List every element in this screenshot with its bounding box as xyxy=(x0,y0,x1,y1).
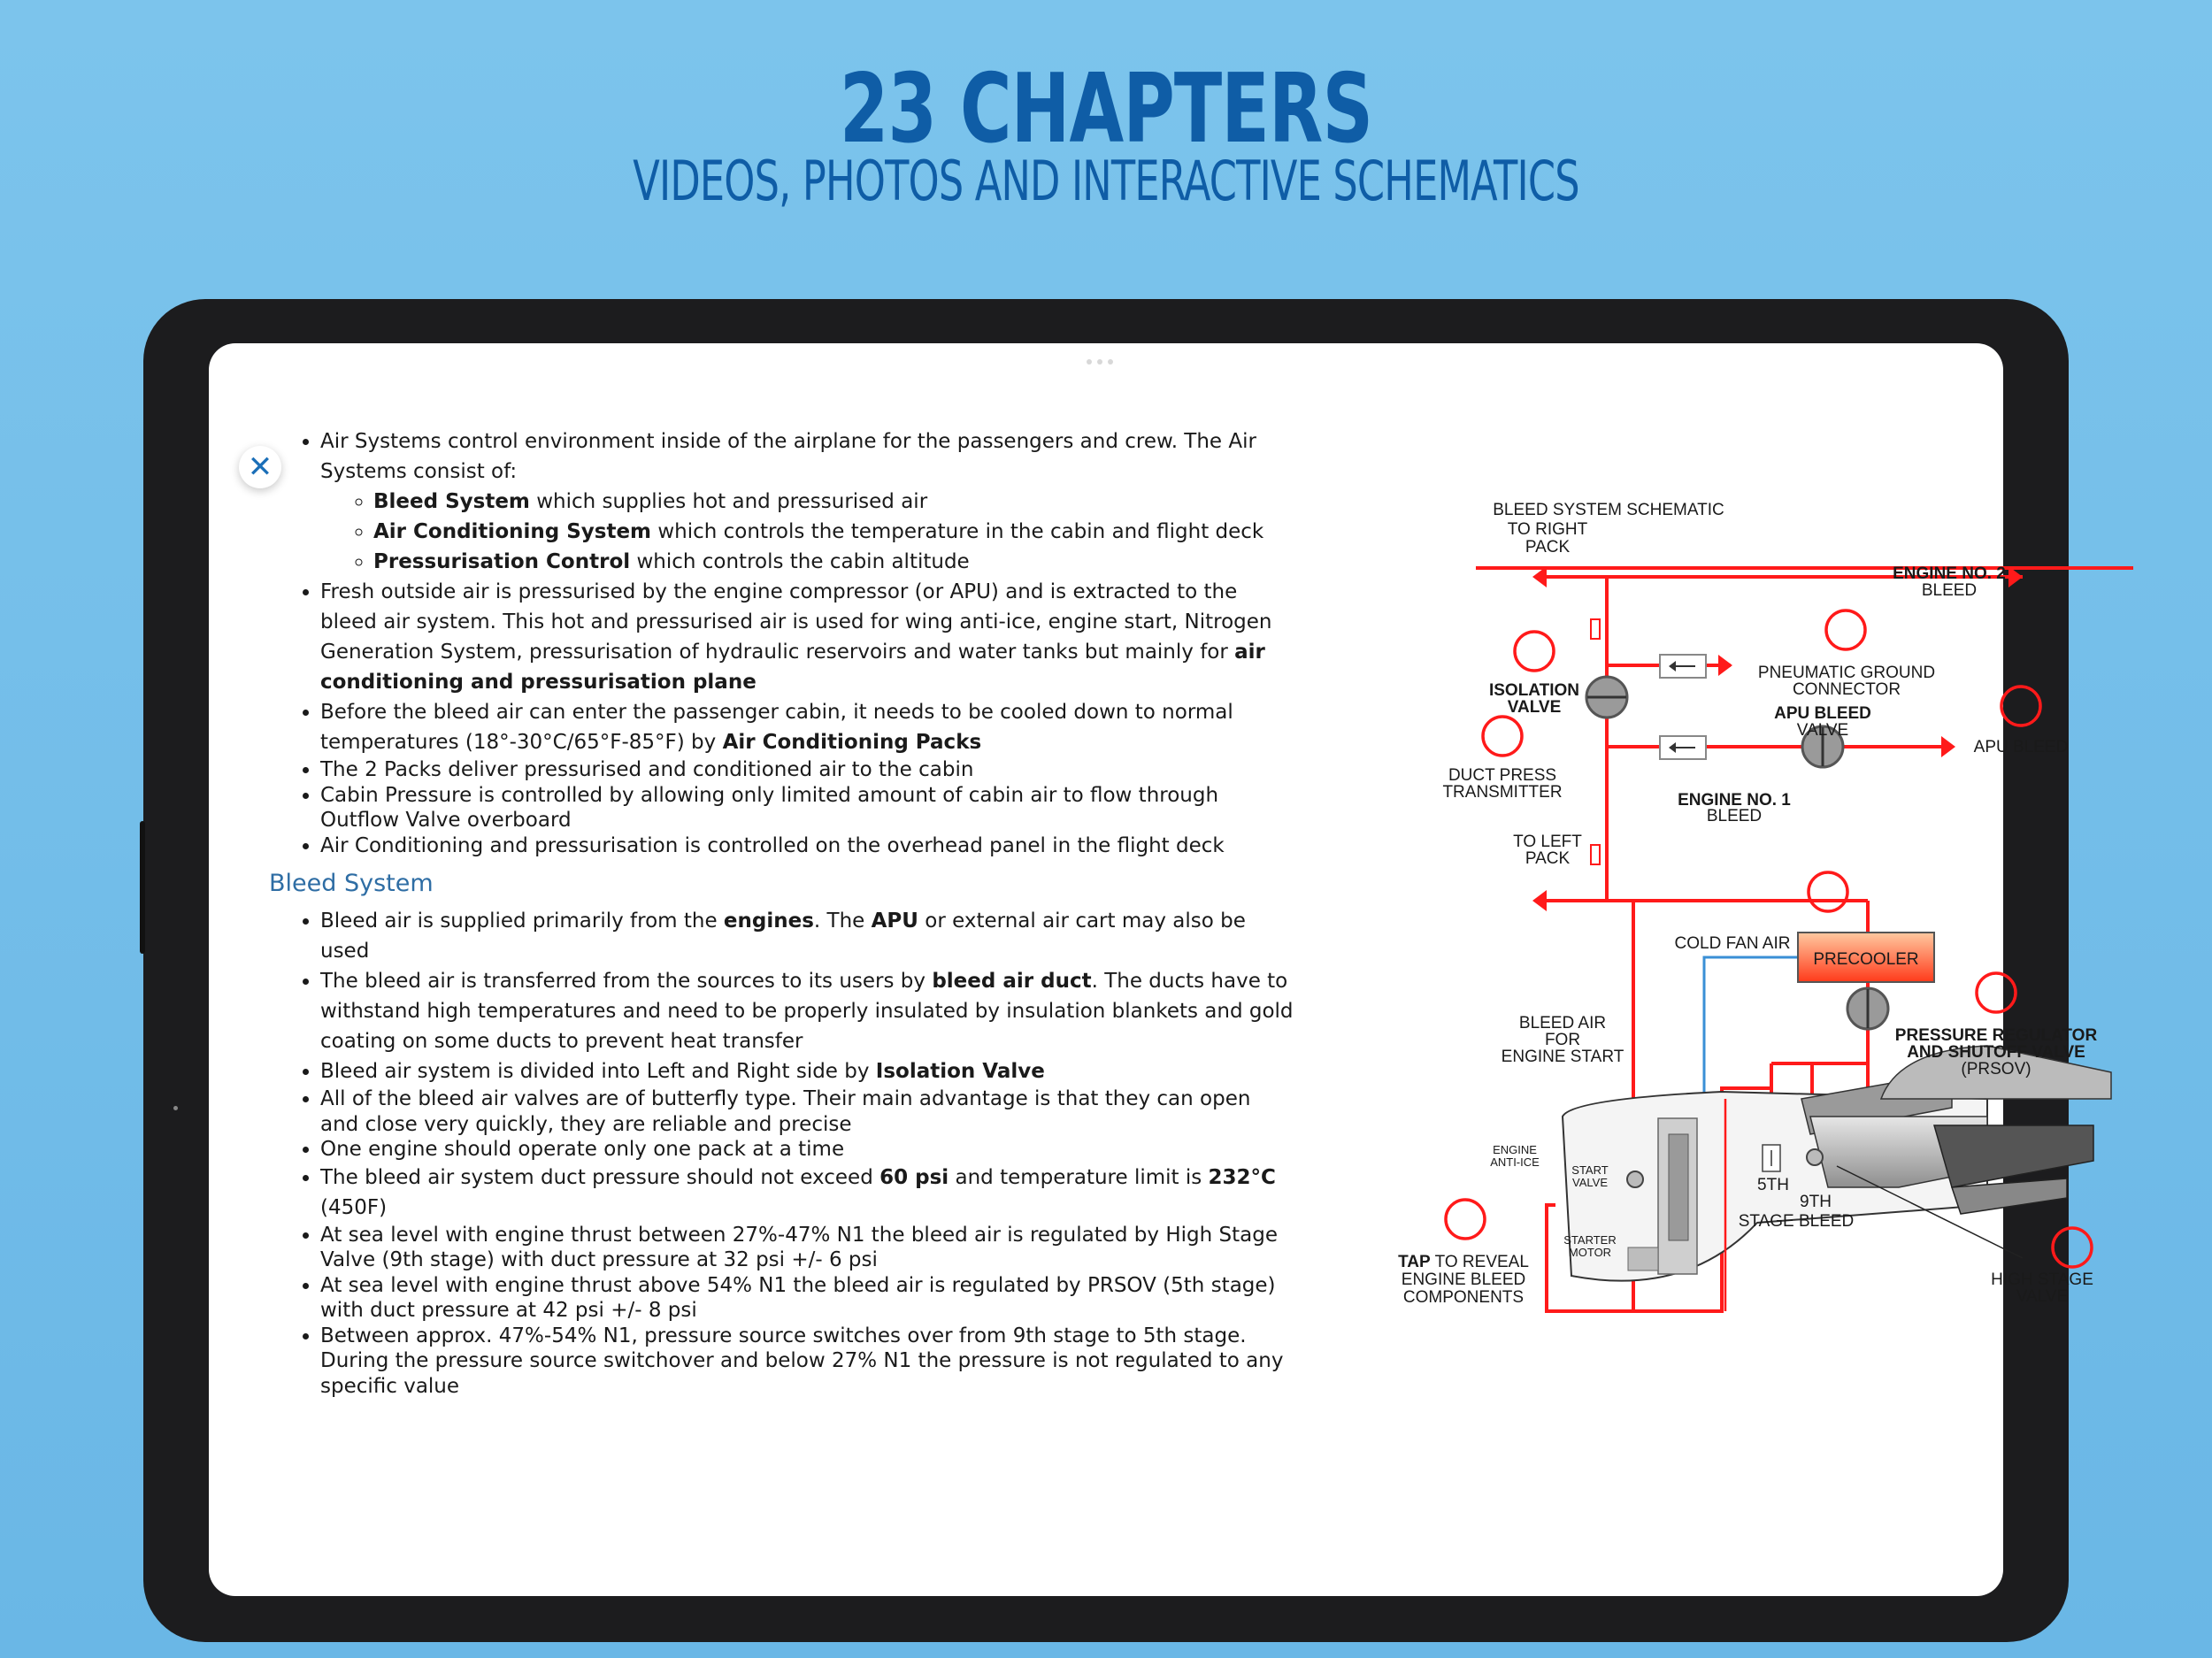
label-bleed-start: BLEED AIR xyxy=(1518,1014,1607,1032)
label-isolation-2: VALVE xyxy=(1507,698,1562,717)
list-item: • Between approx. 47%-54% N1, pressure source switches over from 9th stage to 5th stage. During the pressure source switchover and below 27% N1 the pressure is not regulated to any specific value xyxy=(320,1324,1295,1400)
hero-subtitle: VIDEOS, PHOTOS AND INTERACTIVE SCHEMATICS xyxy=(633,149,1579,213)
label-engine-2-bleed: BLEED xyxy=(1921,581,1978,600)
bleed-list-limits xyxy=(269,1163,1295,1223)
hotspot-high-stage-valve[interactable] xyxy=(2053,1228,2092,1267)
tap-rest: TO REVEAL xyxy=(1430,1253,1529,1271)
label-apu-valve: APU BLEED xyxy=(1774,704,1871,723)
list-item: ◦ Bleed System which supplies hot and pressurised air xyxy=(373,487,1295,517)
intro-list xyxy=(269,426,1295,757)
label-engine-anti-ice: ENGINE xyxy=(1493,1143,1537,1156)
check-valve-icon xyxy=(1660,736,1706,759)
label-high-stage: HIGH STAGE xyxy=(1991,1270,2093,1289)
label-to-right-pack: TO RIGHT xyxy=(1507,520,1588,539)
isolation-valve-icon[interactable] xyxy=(1586,677,1627,718)
hotspot-tap-reveal[interactable] xyxy=(1446,1200,1485,1239)
label-starter-motor: STARTER xyxy=(1563,1233,1617,1247)
label-cold-fan-air: COLD FAN AIR xyxy=(1674,934,1791,953)
label-start-valve-2: VALVE xyxy=(1572,1176,1608,1189)
list-item: • The 2 Packs deliver pressurised and conditioned air to the cabin xyxy=(320,757,1295,783)
label-9th: 9TH xyxy=(1800,1193,1832,1211)
label-start-valve: START xyxy=(1571,1163,1609,1177)
label-prsov: PRESSURE REGULATOR xyxy=(1894,1026,2098,1045)
intro-list-compact xyxy=(269,757,1295,858)
list-item: • The bleed air system duct pressure should not exceed 60 psi and temperature limit is 232°C (450F) xyxy=(320,1163,1295,1223)
hotspot-apu-bleed[interactable] xyxy=(2001,687,2040,725)
hotspot-pneumatic-ground[interactable] xyxy=(1826,610,1865,649)
label-5th: 5TH xyxy=(1757,1176,1789,1194)
list-item: • One engine should operate only one pack at a time xyxy=(320,1137,1295,1163)
list-item: ◦ Air Conditioning System which controls the temperature in the cabin and flight deck xyxy=(373,517,1295,547)
list-item: • All of the bleed air valves are of butterfly type. Their main advantage is that they can open and close very quickly, they are reliable and precise xyxy=(320,1086,1295,1137)
hotspot-prsov[interactable] xyxy=(1977,973,2016,1012)
list-item: • Before the bleed air can enter the passenger cabin, it needs to be cooled down to normal temperatures (18°-30°C/65°F-85°F) by Air Conditioning Packs xyxy=(320,697,1295,757)
precooler-label: PRECOOLER xyxy=(1813,950,1919,969)
label-engine-2: ENGINE NO. 2 xyxy=(1893,564,2006,583)
list-item: • Air Systems control environment inside of the airplane for the passengers and crew. The Air Systems consist of: ◦ Bleed System which supplies hot and pressurised air ◦ Air Conditioning System which controls the temperature in the cabin and flight deck ◦ Pressurisation Control which controls the cabin altitude xyxy=(320,426,1295,577)
label-engine-1: ENGINE NO. 1 xyxy=(1678,791,1791,810)
section-title: Bleed System xyxy=(269,870,434,897)
hotspot-isolation-valve[interactable] xyxy=(1515,632,1554,671)
label-pneumatic-2: CONNECTOR xyxy=(1792,680,1901,699)
label-isolation: ISOLATION xyxy=(1488,681,1580,700)
list-item: • Bleed air system is divided into Left and Right side by Isolation Valve xyxy=(320,1056,1295,1086)
label-high-stage-2: VALVE xyxy=(2016,1287,2069,1306)
label-duct-press-2: TRANSMITTER xyxy=(1442,783,1563,802)
label-duct-press: DUCT PRESS xyxy=(1448,766,1557,785)
label-bleed-start-2: FOR xyxy=(1544,1031,1581,1049)
prsov-valve-icon[interactable] xyxy=(1847,988,1888,1029)
hero-title: 23 CHAPTERS xyxy=(839,54,1373,165)
label-apu-valve-2: VALVE xyxy=(1796,721,1849,740)
label-to-left-pack-2: PACK xyxy=(1525,849,1571,868)
label-tap-reveal-2: ENGINE BLEED xyxy=(1401,1270,1526,1289)
label-tap-reveal-3: COMPONENTS xyxy=(1402,1288,1525,1307)
schematic-title: BLEED SYSTEM SCHEMATIC xyxy=(1493,501,1724,519)
list-item: ◦ Pressurisation Control which controls the cabin altitude xyxy=(373,547,1295,577)
label-engine-anti-ice-2: ANTI-ICE xyxy=(1490,1155,1540,1169)
list-item: • Air Conditioning and pressurisation is controlled on the overhead panel in the flight deck xyxy=(320,833,1295,859)
label-pneumatic: PNEUMATIC GROUND xyxy=(1757,664,1936,682)
label-to-left-pack: TO LEFT xyxy=(1513,833,1582,851)
label-prsov-3: (PRSOV) xyxy=(1961,1060,2032,1078)
app-screen xyxy=(209,343,2098,1596)
close-icon: ✕ xyxy=(247,449,273,485)
bleed-list-thrust xyxy=(269,1223,1295,1400)
list-item: • The bleed air is transferred from the sources to its users by bleed air duct. The ducts have to withstand high temperatures and need to be properly insulated by insulation blankets and gold coating on some ducts to prevent heat transfer xyxy=(320,966,1295,1056)
label-stage-bleed: STAGE BLEED xyxy=(1738,1212,1855,1231)
label-starter-motor-2: MOTOR xyxy=(1568,1246,1612,1259)
schematic-svg xyxy=(1191,426,2098,1355)
bleed-schematic xyxy=(1191,426,2098,1355)
label-bleed-start-3: ENGINE START xyxy=(1501,1048,1624,1066)
hotspot-engine-1[interactable] xyxy=(1809,872,1847,911)
camera-dot xyxy=(173,1106,178,1110)
bleed-list-compact xyxy=(269,1086,1295,1163)
list-item: • At sea level with engine thrust between 27%-47% N1 the bleed air is regulated by High Stage Valve (9th stage) with duct pressure at 32 psi +/- 6 psi xyxy=(320,1223,1295,1273)
tablet-frame xyxy=(143,299,2098,1642)
list-item: • At sea level with engine thrust above 54% N1 the bleed air is regulated by PRSOV (5th stage) with duct pressure at 42 psi +/- 8 psi xyxy=(320,1273,1295,1324)
bleed-list xyxy=(269,906,1295,1086)
label-engine-1-bleed: BLEED xyxy=(1706,807,1763,825)
label-to-right-pack-2: PACK xyxy=(1525,538,1571,557)
list-item: • Bleed air is supplied primarily from the engines. The APU or external air cart may also be used xyxy=(320,906,1295,966)
engine-illustration xyxy=(1563,1046,2111,1281)
label-tap-reveal xyxy=(1398,1253,1529,1271)
sheet-grabber[interactable] xyxy=(1087,359,1122,365)
tap-bold: TAP xyxy=(1398,1253,1431,1271)
chapter-text xyxy=(269,426,1295,1399)
check-valve-icon xyxy=(1660,655,1706,678)
hotspot-duct-press[interactable] xyxy=(1483,717,1522,756)
label-apu-bleed: APU BLEED xyxy=(1973,738,2069,756)
side-button xyxy=(140,821,145,954)
list-item: • Fresh outside air is pressurised by the engine compressor (or APU) and is extracted to the bleed air system. This hot and pressurised air is used for wing anti-ice, engine start, Nitrogen Generation System, pressurisation of hydraulic reservoirs and water tanks but mainly for air conditioning and pressurisation plane xyxy=(320,577,1295,697)
list-item: • Cabin Pressure is controlled by allowing only limited amount of cabin air to flow through Outflow Valve overboard xyxy=(320,783,1295,833)
label-prsov-2: AND SHUTOFF VALVE xyxy=(1907,1043,2085,1062)
